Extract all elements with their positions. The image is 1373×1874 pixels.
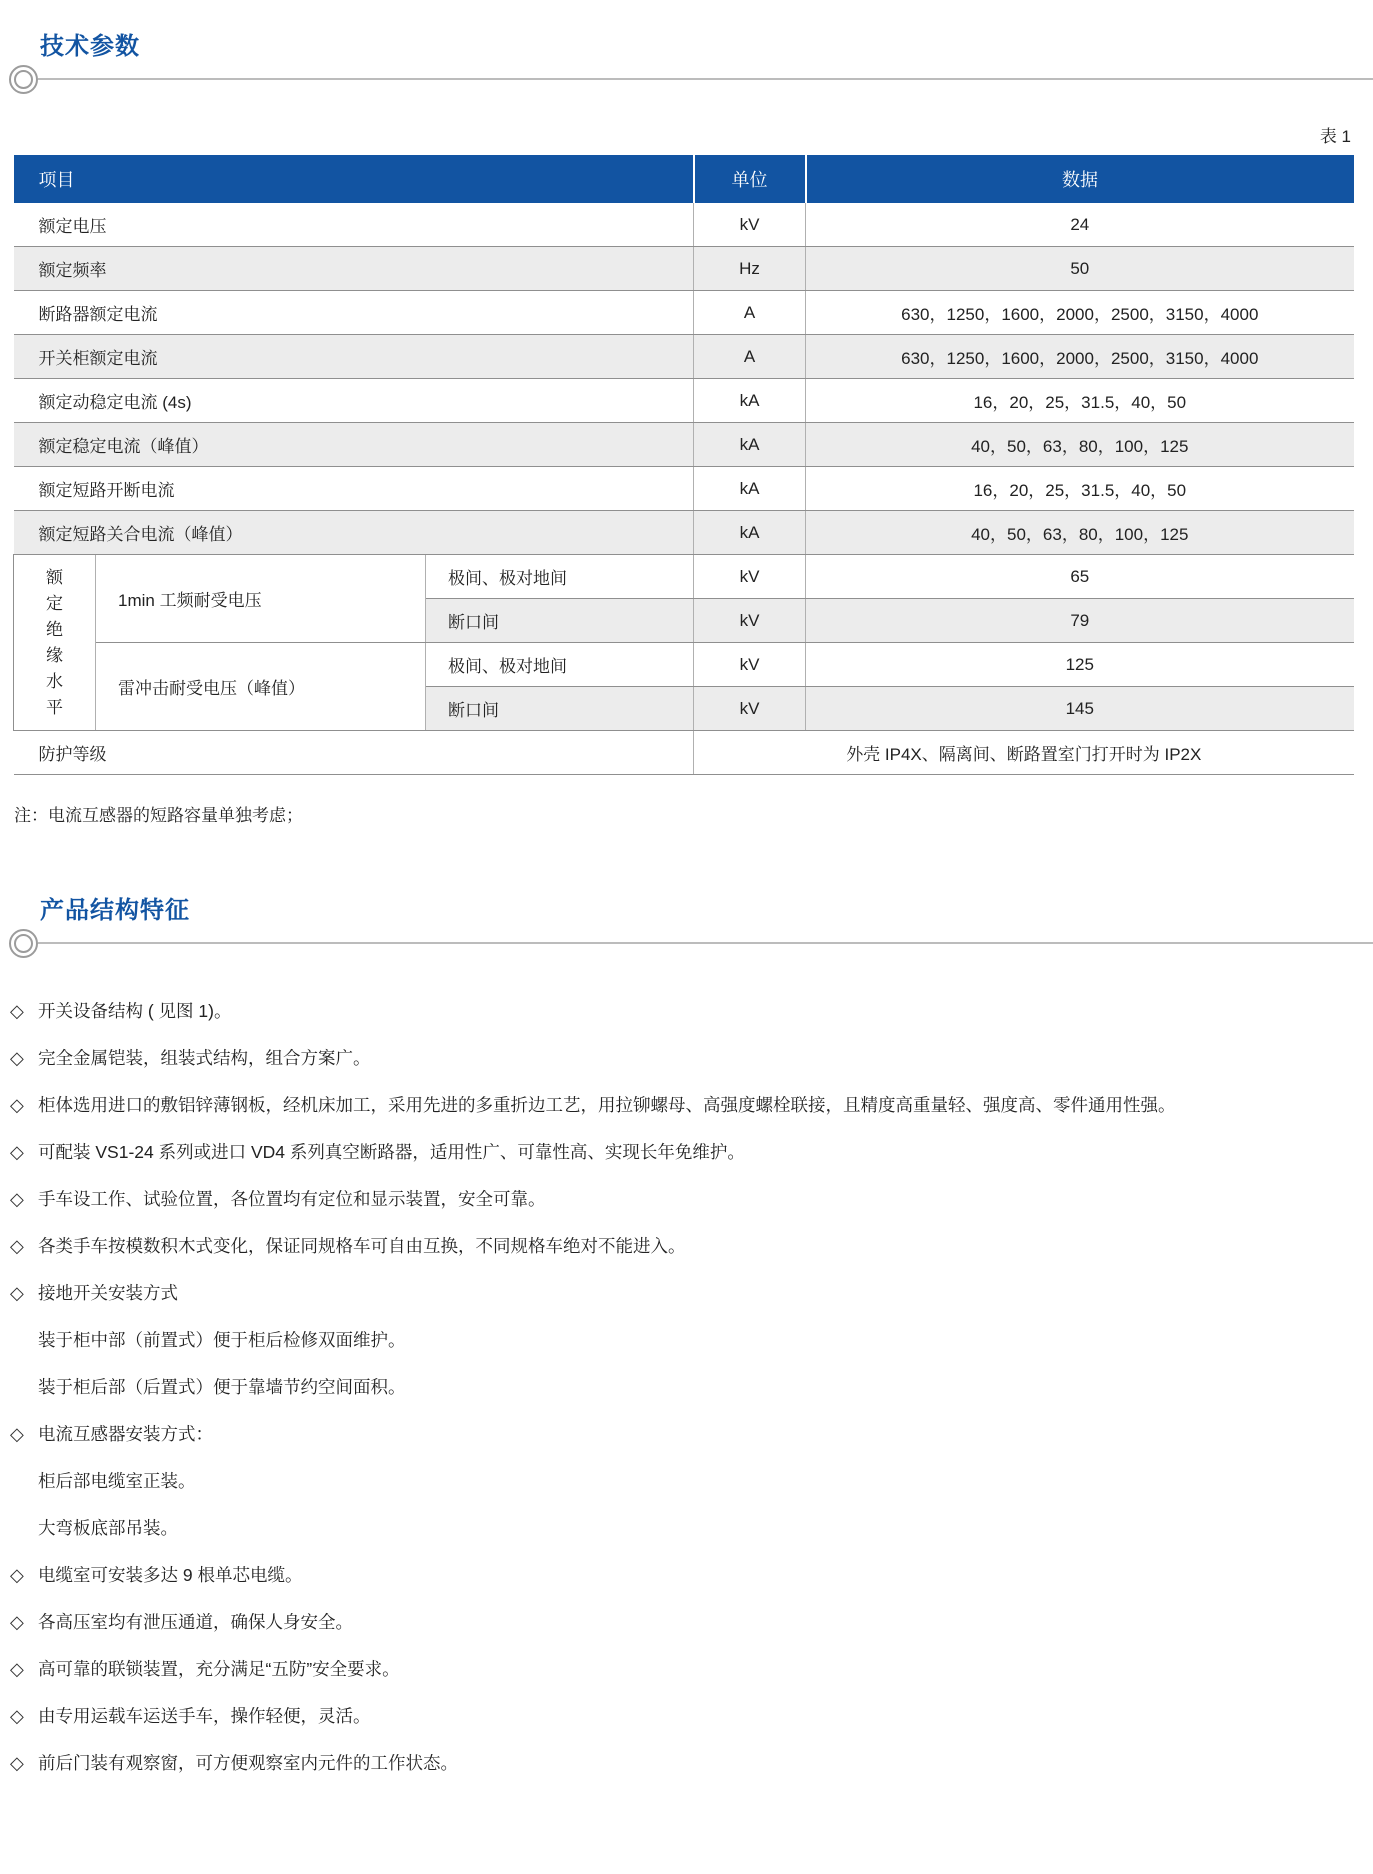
cell-item: 开关柜额定电流 xyxy=(14,335,694,379)
diamond-bullet-icon: ◇ xyxy=(10,1753,24,1773)
table-note: 注：电流互感器的短路容量单独考虑； xyxy=(14,806,303,825)
table-row xyxy=(14,423,1354,467)
list-item xyxy=(10,1270,1355,1317)
list-item-text: 完全金属铠装，组装式结构，组合方案广。 xyxy=(38,1048,371,1068)
cell-data: 16，20，25，31.5，40，50 xyxy=(806,379,1354,423)
list-item xyxy=(10,1176,1355,1223)
table-row xyxy=(14,555,1354,599)
cell-data: 16，20，25，31.5，40，50 xyxy=(806,467,1354,511)
cell-unit: kV xyxy=(694,203,806,247)
diamond-bullet-icon: ◇ xyxy=(10,1048,24,1068)
cell-unit: kV xyxy=(694,687,806,731)
cell-item: 额定频率 xyxy=(14,247,694,291)
diamond-bullet-icon: ◇ xyxy=(10,1612,24,1632)
diamond-bullet-icon: ◇ xyxy=(10,1424,24,1444)
cell-data: 50 xyxy=(806,247,1354,291)
list-item-text: 电流互感器安装方式： xyxy=(38,1424,213,1444)
cell-scope: 断口间 xyxy=(426,687,694,731)
cell-item: 额定电压 xyxy=(14,203,694,247)
list-item-text: 电缆室可安装多达 9 根单芯电缆。 xyxy=(38,1565,303,1585)
list-item xyxy=(10,1317,1355,1364)
cell-unit: kA xyxy=(694,467,806,511)
table-caption: 表 1 xyxy=(1319,127,1351,146)
cell-unit: A xyxy=(694,291,806,335)
list-item xyxy=(10,1082,1355,1129)
ring-icon xyxy=(9,929,38,958)
cell-data: 630，1250，1600，2000，2500，3150，4000 xyxy=(806,335,1354,379)
diamond-bullet-icon: ◇ xyxy=(10,1001,24,1021)
list-item-text: 高可靠的联锁装置，充分满足“五防”安全要求。 xyxy=(38,1659,400,1679)
section-rule xyxy=(0,928,1373,958)
cell-item: 额定短路开断电流 xyxy=(14,467,694,511)
table-row xyxy=(14,467,1354,511)
col-header-item: 项目 xyxy=(14,155,694,203)
table-row xyxy=(14,335,1354,379)
list-item xyxy=(10,1364,1355,1411)
cell-subgroup-label: 雷冲击耐受电压（峰值） xyxy=(96,643,426,731)
spec-table xyxy=(13,155,1354,775)
cell-scope: 极间、极对地间 xyxy=(426,643,694,687)
cell-unit: Hz xyxy=(694,247,806,291)
list-item-text: 开关设备结构 ( 见图 1)。 xyxy=(38,1001,232,1021)
list-item xyxy=(10,1035,1355,1082)
cell-data: 24 xyxy=(806,203,1354,247)
list-item xyxy=(10,988,1355,1035)
list-item-text: 可配装 VS1-24 系列或进口 VD4 系列真空断路器，适用性广、可靠性高、实现长年免维护。 xyxy=(38,1142,745,1162)
list-item xyxy=(10,1740,1355,1787)
diamond-bullet-icon: ◇ xyxy=(10,1706,24,1726)
cell-item: 额定稳定电流（峰值） xyxy=(14,423,694,467)
cell-unit: kV xyxy=(694,643,806,687)
section-rule xyxy=(0,64,1373,94)
cell-item: 额定动稳定电流 (4s) xyxy=(14,379,694,423)
cell-unit: A xyxy=(694,335,806,379)
diamond-bullet-icon: ◇ xyxy=(10,1659,24,1679)
table-row xyxy=(14,731,1354,775)
cell-data: 630，1250，1600，2000，2500，3150，4000 xyxy=(806,291,1354,335)
cell-data: 65 xyxy=(806,555,1354,599)
diamond-bullet-icon: ◇ xyxy=(10,1236,24,1256)
list-item-text: 前后门装有观察窗，可方便观察室内元件的工作状态。 xyxy=(38,1753,458,1773)
cell-data: 40，50，63，80，100，125 xyxy=(806,423,1354,467)
cell-data: 79 xyxy=(806,599,1354,643)
table-row xyxy=(14,379,1354,423)
ring-inner-icon xyxy=(14,70,33,89)
list-item-text: 各类手车按模数积木式变化，保证同规格车可自由互换，不同规格车绝对不能进入。 xyxy=(38,1236,686,1256)
list-item xyxy=(10,1411,1355,1458)
ring-inner-icon xyxy=(14,934,33,953)
list-item xyxy=(10,1223,1355,1270)
col-header-data: 数据 xyxy=(806,155,1354,203)
cell-data: 40，50，63，80，100，125 xyxy=(806,511,1354,555)
list-item xyxy=(10,1693,1355,1740)
diamond-bullet-icon: ◇ xyxy=(10,1142,24,1162)
cell-scope: 断口间 xyxy=(426,599,694,643)
list-item-text: 接地开关安装方式 xyxy=(38,1283,178,1303)
cell-unit: kA xyxy=(694,379,806,423)
section-title: 产品结构特征 xyxy=(40,897,190,924)
cell-data: 外壳 IP4X、隔离间、断路置室门打开时为 IP2X xyxy=(694,731,1354,775)
list-item-text: 由专用运载车运送手车，操作轻便，灵活。 xyxy=(38,1706,371,1726)
cell-item: 额定短路关合电流（峰值） xyxy=(14,511,694,555)
list-item-text: 装于柜后部（后置式）便于靠墙节约空间面积。 xyxy=(38,1377,406,1397)
table-row xyxy=(14,643,1354,687)
cell-subgroup-label: 1min 工频耐受电压 xyxy=(96,555,426,643)
list-item-text: 大弯板底部吊装。 xyxy=(38,1518,178,1538)
page-title: 技术参数 xyxy=(40,33,140,60)
diamond-bullet-icon: ◇ xyxy=(10,1283,24,1303)
section-tech-params xyxy=(0,26,1373,94)
diamond-bullet-icon: ◇ xyxy=(10,1189,24,1209)
table-row xyxy=(14,203,1354,247)
list-item xyxy=(10,1458,1355,1505)
cell-scope: 极间、极对地间 xyxy=(426,555,694,599)
cell-item: 断路器额定电流 xyxy=(14,291,694,335)
ring-icon xyxy=(9,65,38,94)
list-item xyxy=(10,1552,1355,1599)
table-row xyxy=(14,291,1354,335)
list-item xyxy=(10,1505,1355,1552)
cell-unit: kA xyxy=(694,511,806,555)
cell-item: 防护等级 xyxy=(14,731,694,775)
list-item-text: 各高压室均有泄压通道，确保人身安全。 xyxy=(38,1612,353,1632)
list-item xyxy=(10,1129,1355,1176)
list-item xyxy=(10,1646,1355,1693)
table-row xyxy=(14,511,1354,555)
divider-line xyxy=(38,942,1373,944)
cell-unit: kV xyxy=(694,599,806,643)
list-item-text: 柜体选用进口的敷铝锌薄钢板，经机床加工，采用先进的多重折边工艺，用拉铆螺母、高强度螺栓联接，且精度高重量轻、强度高、零件通用性强。 xyxy=(38,1095,1176,1115)
table-row xyxy=(14,247,1354,291)
diamond-bullet-icon: ◇ xyxy=(10,1565,24,1585)
diamond-bullet-icon: ◇ xyxy=(10,1095,24,1115)
divider-line xyxy=(38,78,1373,80)
cell-unit: kA xyxy=(694,423,806,467)
list-item-text: 手车设工作、试验位置，各位置均有定位和显示装置，安全可靠。 xyxy=(38,1189,546,1209)
col-header-unit: 单位 xyxy=(694,155,806,203)
feature-list xyxy=(10,988,1355,1787)
cell-data: 145 xyxy=(806,687,1354,731)
cell-insulation-group xyxy=(14,555,96,731)
table-header-row xyxy=(14,155,1354,203)
list-item-text: 装于柜中部（前置式）便于柜后检修双面维护。 xyxy=(38,1330,406,1350)
cell-unit: kV xyxy=(694,555,806,599)
section-product-structure xyxy=(0,890,1373,958)
list-item-text: 柜后部电缆室正装。 xyxy=(38,1471,196,1491)
insulation-group-label: 额定绝缘水平 xyxy=(46,567,63,717)
list-item xyxy=(10,1599,1355,1646)
cell-data: 125 xyxy=(806,643,1354,687)
